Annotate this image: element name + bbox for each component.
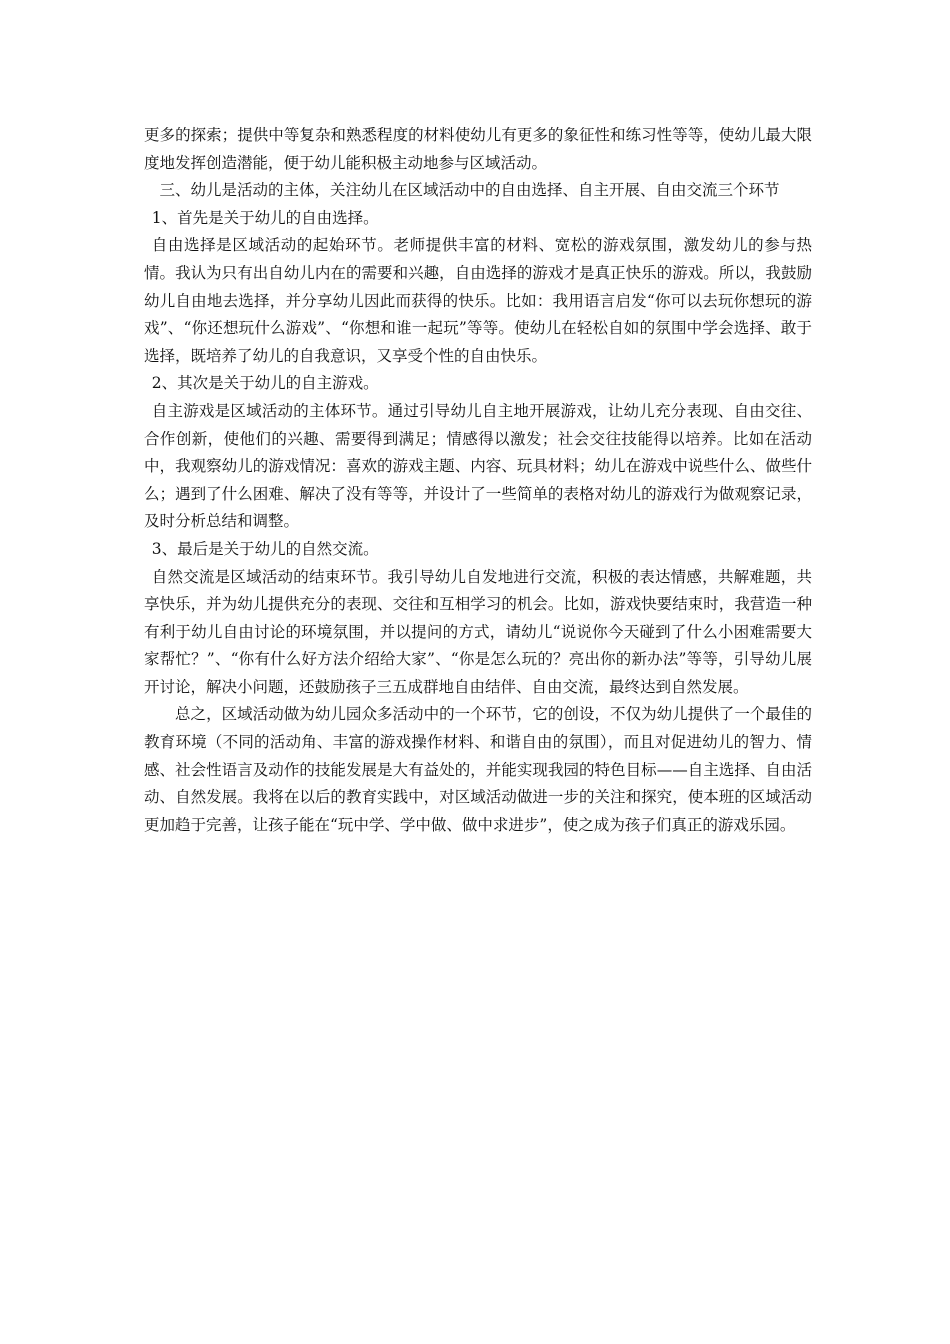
document-body [144, 122, 812, 839]
subheading-natural-communication: 3、最后是关于幼儿的自然交流。 [151, 539, 379, 558]
subheading-autonomous-play: 2、其次是关于幼儿的自主游戏。 [151, 374, 379, 393]
paragraph-material-exploration: 更多的探索；提供中等复杂和熟悉程度的材料使幼儿有更多的象征性和练习性等等，使幼儿最大限度地发挥创造潜能，便于幼儿能积极主动地参与区域活动。 [144, 126, 812, 172]
paragraph-autonomous-play: 自主游戏是区域活动的主体环节。通过引导幼儿自主地开展游戏，让幼儿充分表现、自由交往、合作创新，使他们的兴趣、需要得到满足；情感得以激发；社会交往技能得以培养。比如在活动中，我观察幼儿的游戏情况：喜欢的游戏主题、内容、玩具材料；幼儿在游戏中说些什么、做些什么；遇到了什么困难、解决了没有等等，并设计了一些简单的表格对幼儿的游戏行为做观察记录，及时分析总结和调整。 [144, 401, 812, 531]
paragraph-free-choice: 自由选择是区域活动的起始环节。老师提供丰富的材料、宽松的游戏氛围，激发幼儿的参与热情。我认为只有出自幼儿内在的需要和兴趣，自由选择的游戏才是真正快乐的游戏。所以，我鼓励幼儿自由地去选择，并分享幼儿因此而获得的快乐。比如：我用语言启发“你可以去玩你想玩的游戏”、“你还想玩什么游戏”、“你想和谁一起玩”等等。使幼儿在轻松自如的氛围中学会选择、敢于选择，既培养了幼儿的自我意识，又享受个性的自由快乐。 [144, 236, 812, 365]
paragraph-natural-communication: 自然交流是区域活动的结束环节。我引导幼儿自发地进行交流，积极的表达情感，共解难题，共享快乐，并为幼儿提供充分的表现、交往和互相学习的机会。比如，游戏快要结束时，我营造一种有利于幼儿自由讨论的环境氛围，并以提问的方式，请幼儿“说说你今天碰到了什么小困难需要大家帮忙？”、“你有什么好方法介绍给大家”、“你是怎么玩的？亮出你的新办法”等等，引导幼儿展开讨论，解决小问题，还鼓励孩子三五成群地自由结伴、自由交流，最终达到自然发展。 [144, 567, 812, 696]
heading-section-three: 三、幼儿是活动的主体，关注幼儿在区域活动中的自由选择、自主开展、自由交流三个环节 [159, 181, 780, 200]
subheading-free-choice: 1、首先是关于幼儿的自由选择。 [151, 208, 379, 227]
paragraph-conclusion: 总之，区域活动做为幼儿园众多活动中的一个环节，它的创设，不仅为幼儿提供了一个最佳的教育环境（不同的活动角、丰富的游戏操作材料、和谐自由的氛围），而且对促进幼儿的智力、情感、社会性语言及动作的技能发展是大有益处的，并能实现我园的特色目标——自主选择、自由活动、自然发展。我将在以后的教育实践中，对区域活动做进一步的关注和探究，使本班的区域活动更加趋于完善，让孩子能在“玩中学、学中做、做中求进步”，使之成为孩子们真正的游戏乐园。 [144, 705, 812, 834]
